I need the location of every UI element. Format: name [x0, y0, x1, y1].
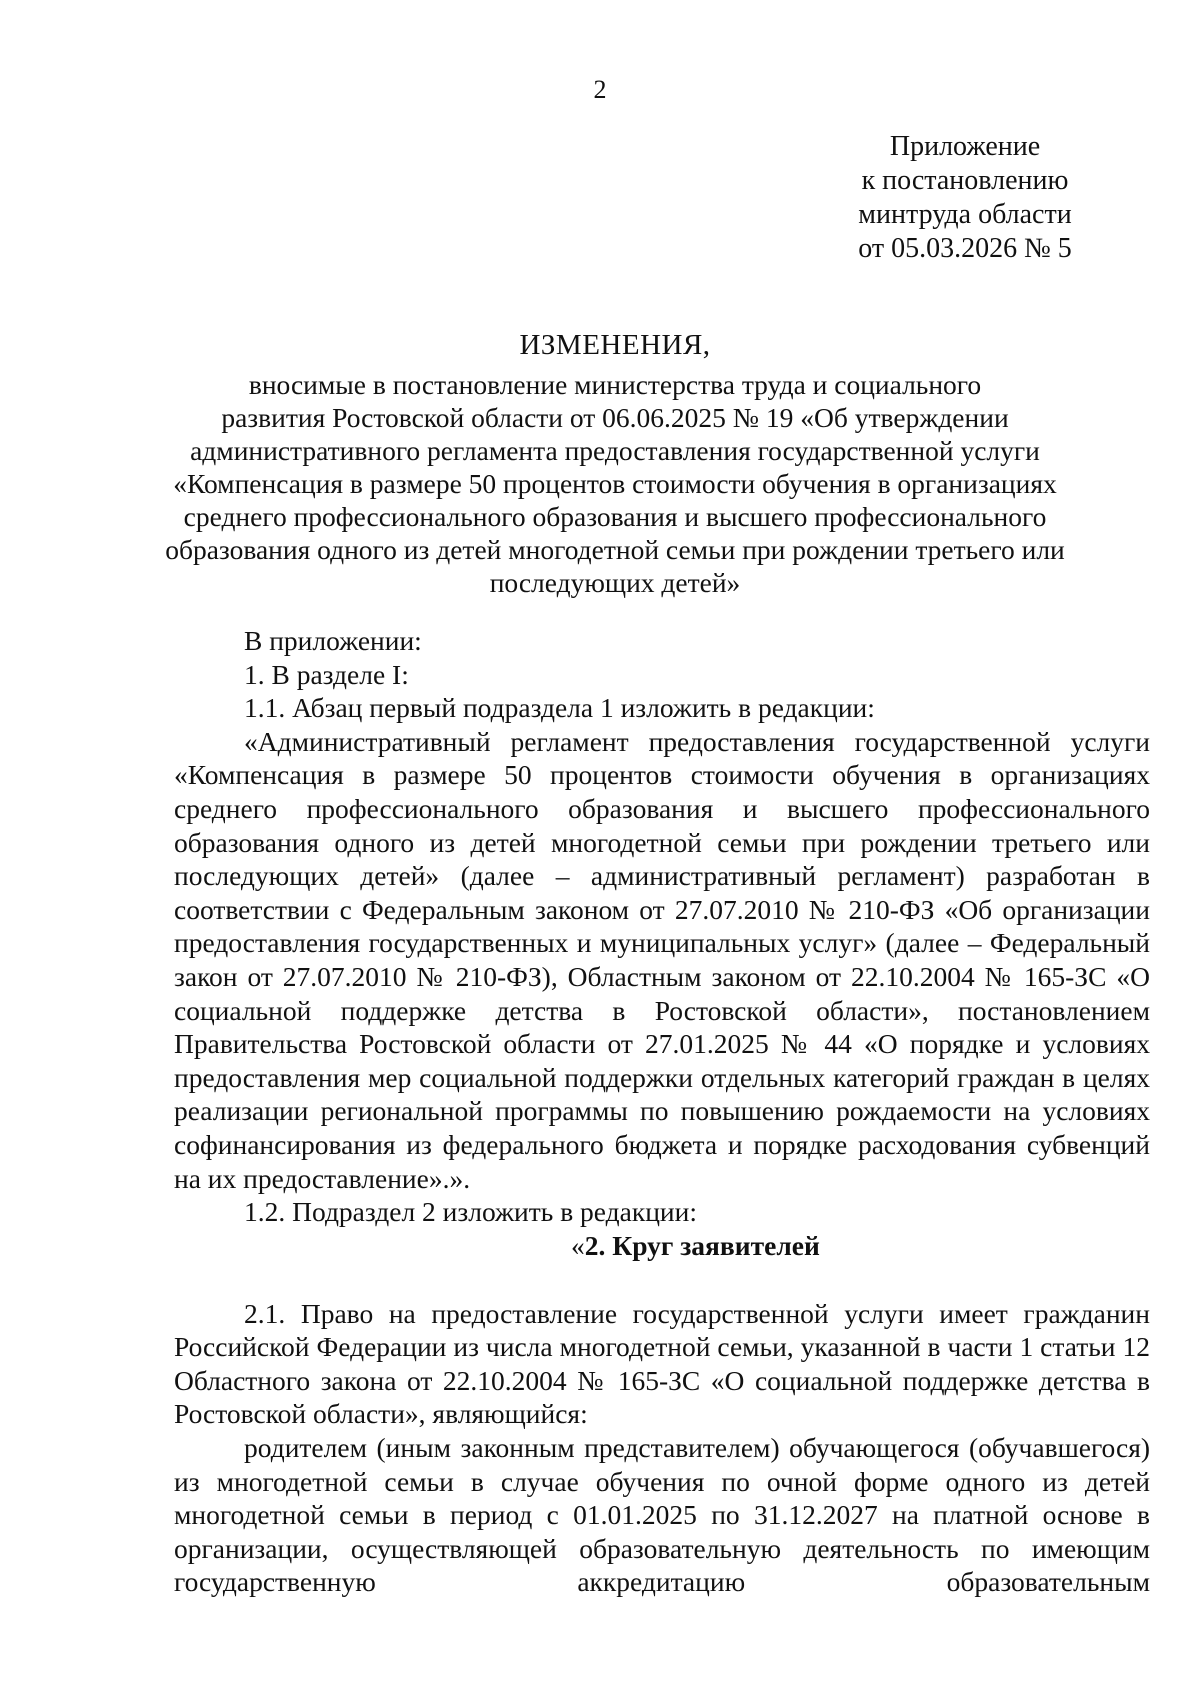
document-title — [150, 328, 1080, 599]
item-1-2-paragraph: 1.2. Подраздел 2 изложить в редакции: — [244, 1196, 697, 1228]
title-main: ИЗМЕНЕНИЯ, — [519, 329, 711, 361]
item-2-1-paragraph: 2.1. Право на предоставление государственной услуги имеет гражданин Российской Федерации из числа многодетной семьи, указанной в части 1 статьи 12 Областного закона от 22.10.2004 № 165-ЗС «О социальной поддержке детства в Ростовской области», являющийся: — [174, 1297, 1150, 1430]
appendix-reference — [800, 130, 1130, 266]
page-number: 2 — [593, 75, 607, 104]
item-1-1-paragraph: 1.1. Абзац первый подраздела 1 изложить в редакции: — [244, 692, 875, 724]
title-line: развития Ростовской области от 06.06.2025 № 19 «Об утверждении — [221, 402, 1009, 433]
title-line: вносимые в постановление министерства труда и социального — [248, 369, 982, 400]
section-heading — [174, 1229, 1150, 1297]
regulation-paragraph: «Административный регламент предоставления государственной услуги «Компенсация в размере 50 процентов стоимости обучения в организациях среднего профессионального образования и высшего профессионального образования одного из детей многодетной семьи при рождении третьего или последующих детей» (далее – административный регламент) разработан в соответствии с Федеральным законом от 27.07.2010 № 210-ФЗ «Об организации предоставления государственных и муниципальных услуг» (далее – Федеральный закон от 27.07.2010 № 210-ФЗ), Областным законом от 22.10.2004 № 165-ЗС «О социальной поддержке детства в Ростовской области», постановлением Правительства Ростовской области от 27.01.2025 № 44 «О порядке и условиях предоставления мер социальной поддержки отдельных категорий граждан в целях реализации региональной программы по повышению рождаемости на условиях софинансирования из федерального бюджета и порядке расходования субвенций на их предоставление».». — [174, 725, 1150, 1194]
title-line: административного регламента предоставления государственной услуги — [190, 435, 1040, 466]
intro-paragraph: В приложении: — [244, 625, 422, 656]
title-line: «Компенсация в размере 50 процентов стоимости обучения в организациях — [173, 468, 1057, 499]
title-line: образования одного из детей многодетной семьи при рождении третьего или — [165, 534, 1065, 565]
title-line: среднего профессионального образования и высшего профессионального — [183, 501, 1047, 532]
document-body — [174, 624, 1150, 1599]
parent-paragraph: родителем (иным законным представителем) обучающегося (обучавшегося) из многодетной семьи в случае обучения по очной форме одного из детей многодетной семьи в период с 01.01.2025 по 31.12.2027 на платной основе в организации, осуществляющей образовательную деятельность по имеющим государственную аккредитацию образовательным — [174, 1432, 1150, 1598]
section-heading-quote: « — [571, 1229, 585, 1261]
title-line: последующих детей» — [489, 567, 741, 598]
section-1-paragraph: 1. В разделе I: — [244, 658, 409, 690]
appendix-line: минтруда области — [858, 199, 1072, 230]
appendix-line: Приложение — [889, 131, 1041, 162]
section-heading-text: 2. Круг заявителей — [584, 1229, 820, 1261]
appendix-line: от 05.03.2026 № 5 — [858, 233, 1072, 264]
appendix-line: к постановлению — [861, 165, 1069, 196]
